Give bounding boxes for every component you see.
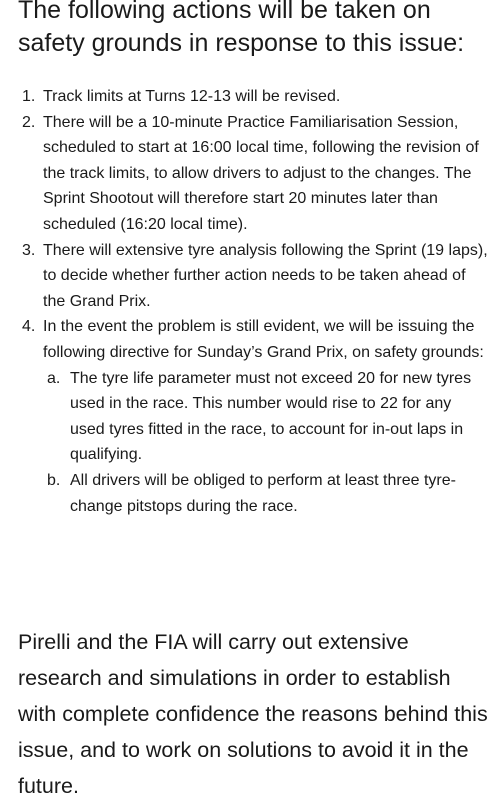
directive-text: All drivers will be obliged to perform at least three tyre-change pitstops during the race. [70,471,456,515]
action-number: 1. [22,88,36,105]
action-item-4 [0,314,502,519]
directive-text: The tyre life parameter must not exceed 20 for new tyres used in the race. This number would rise to 22 for any used tyres fitted in the race, to account for in-out laps in qualifying. [70,369,472,464]
action-text: Track limits at Turns 12-13 will be revised. [43,88,341,105]
directive-item-b [43,468,490,519]
action-text: There will extensive tyre analysis following the Sprint (19 laps), to decide whether further action needs to be taken ahead of the Grand Prix. [43,241,488,310]
action-text: There will be a 10-minute Practice Familiarisation Session, scheduled to start at 16:00 local time, following the revision of the track limits, to allow drivers to adjust to the changes. The Sprint Shootout will therefore start 20 minutes later than scheduled (16:20 local time). [43,113,479,233]
heading: The following actions will be taken on safety grounds in response to this issue: [18,0,465,57]
action-number: 2. [22,113,36,131]
closing-paragraph: Pirelli and the FIA will carry out extensive research and simulations in order to establish with complete confidence the reasons behind this issue, and to work on solutions to avoid it in the future. [18,630,488,798]
directive-letter: b. [47,471,61,489]
directive-item-a [43,366,490,468]
action-text: In the event the problem is still evident, we will be issuing the following directive for Sunday’s Grand Prix, on safety grounds: [43,318,484,361]
action-number: 4. [22,318,36,336]
actions-list [0,84,502,519]
action-number: 3. [22,241,36,259]
directive-letter: a. [47,369,61,387]
action-item-2 [0,110,502,238]
action-item-3 [0,238,502,315]
action-item-1 [0,84,502,110]
directive-list [43,366,490,520]
